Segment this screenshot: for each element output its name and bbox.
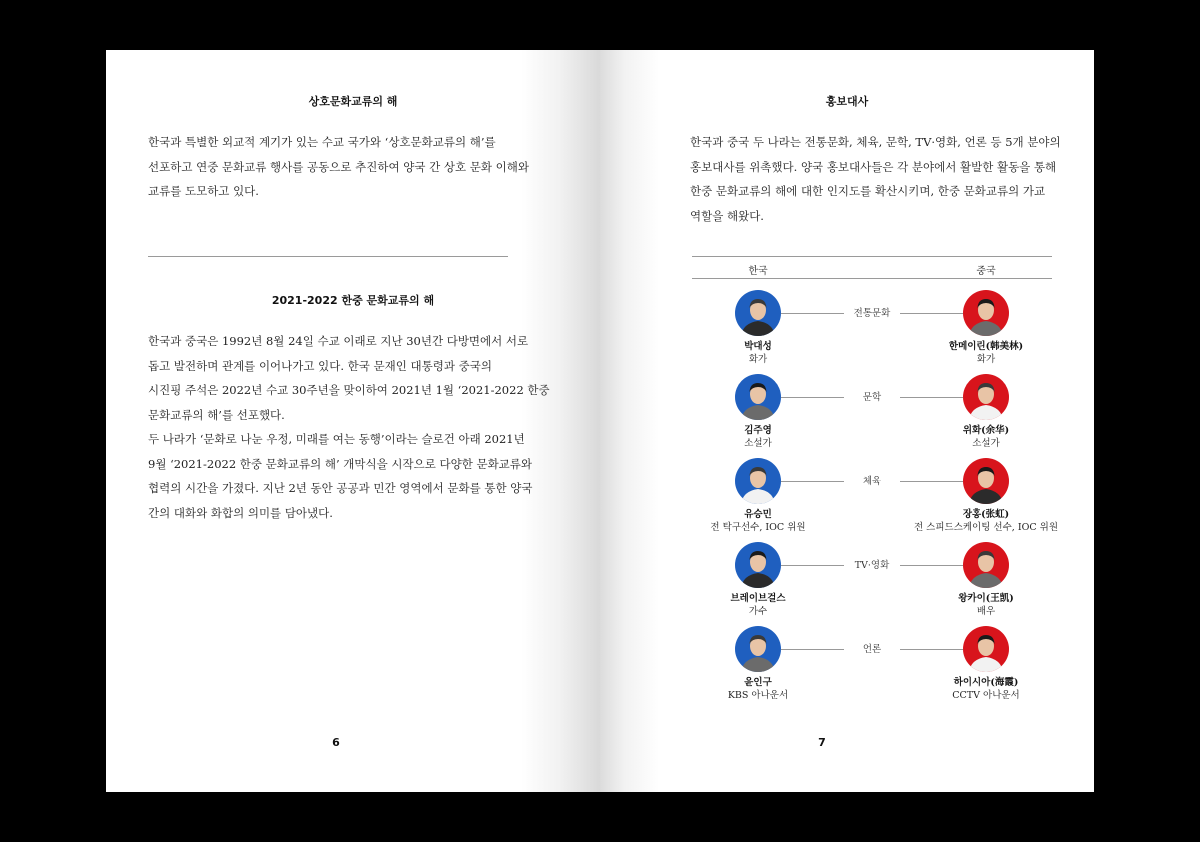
section-heading-ambassadors: 홍보대사 (825, 95, 869, 108)
korea-ambassador-role: 가수 (748, 606, 768, 617)
body-line: 교류를 도모하고 있다. (148, 184, 259, 198)
table-top-rule (692, 256, 1052, 257)
section-heading-korea-china-year: 2021-2022 한중 문화교류의 해 (271, 294, 435, 307)
china-ambassador-role: 배우 (976, 606, 996, 617)
right-page (600, 50, 1094, 792)
ambassador-row (692, 456, 1059, 536)
ambassador-row (692, 372, 1052, 452)
korea-ambassador-role: 화가 (748, 354, 768, 365)
page-number-right: 7 (818, 736, 826, 749)
ambassador-row (692, 288, 1052, 368)
korea-ambassador-name: 김주영 (744, 425, 772, 436)
section-body-korea-china-year (148, 329, 568, 525)
body-line: 문화교류의 해’를 선포했다. (148, 407, 285, 422)
korea-ambassador-role: 소설가 (744, 438, 772, 449)
body-line: 한국과 중국은 1992년 8월 24일 수교 이래로 지난 30년간 다방면에서 서로 (148, 334, 529, 348)
person-portrait-icon (735, 626, 781, 672)
person-portrait-icon (963, 542, 1009, 588)
section-heading-mutual-exchange: 상호문화교류의 해 (308, 95, 398, 108)
korea-ambassador-role: 전 탁구선수, IOC 위원 (710, 522, 806, 533)
korea-ambassador-name: 박대성 (744, 341, 772, 352)
person-portrait-icon (735, 458, 781, 504)
person-portrait-icon (735, 290, 781, 336)
korea-ambassador-role: KBS 아나운서 (727, 690, 789, 701)
section-body-ambassadors (690, 130, 1070, 228)
china-ambassador-name: 왕카이(王凯) (958, 593, 1014, 604)
china-ambassador-role: 전 스피드스케이팅 선수, IOC 위원 (913, 522, 1059, 533)
body-line: 한중 문화교류의 해에 대한 인지도를 확산시키며, 한중 문화교류의 가교 (690, 184, 1046, 198)
column-header-china: 중국 (976, 266, 996, 277)
body-line: 한국과 중국 두 나라는 전통문화, 체육, 문학, TV·영화, 언론 등 5개 분야의 (690, 135, 1061, 149)
body-line: 간의 대화와 화합의 의미를 담아냈다. (148, 505, 333, 520)
person-portrait-icon (735, 542, 781, 588)
china-ambassador-role: CCTV 아나운서 (952, 690, 1020, 701)
ambassador-row (692, 540, 1052, 620)
china-ambassador-name: 위화(余华) (962, 425, 1010, 436)
body-line: 두 나라가 ‘문화로 나눈 우정, 미래를 여는 동행’이라는 슬로건 아래 2021년 (148, 432, 525, 446)
table-header-rule (692, 278, 1052, 279)
field-label: 언론 (862, 644, 882, 655)
field-label: TV·영화 (854, 560, 890, 571)
person-portrait-icon (963, 374, 1009, 420)
field-label: 전통문화 (853, 308, 891, 319)
person-portrait-icon (963, 458, 1009, 504)
person-portrait-icon (963, 626, 1009, 672)
body-line: 9월 ‘2021-2022 한중 문화교류의 해’ 개막식을 시작으로 다양한 문화교류와 (148, 456, 533, 471)
body-line: 선포하고 연중 문화교류 행사를 공동으로 추진하여 양국 간 상호 문화 이해와 (148, 159, 529, 174)
china-ambassador-role: 소설가 (972, 438, 1000, 449)
field-label: 체육 (862, 476, 882, 487)
left-page (106, 50, 600, 792)
field-label: 문학 (862, 392, 882, 403)
body-line: 역할을 해왔다. (690, 208, 764, 223)
body-line: 홍보대사를 위촉했다. 양국 홍보대사들은 각 분야에서 활발한 활동을 통해 (690, 159, 1057, 174)
ambassador-row (692, 624, 1052, 704)
ambassador-table (692, 256, 1059, 716)
korea-ambassador-name: 윤인구 (744, 677, 772, 688)
china-ambassador-name: 장홍(张虹) (962, 509, 1010, 520)
china-ambassador-name: 하이시아(海霞) (953, 677, 1019, 688)
body-line: 협력의 시간을 가졌다. 지난 2년 동안 공공과 민간 영역에서 문화를 통한 양국 (148, 481, 533, 495)
person-portrait-icon (963, 290, 1009, 336)
body-line: 돕고 발전하며 관계를 이어나가고 있다. 한국 문재인 대통령과 중국의 (148, 358, 492, 373)
person-portrait-icon (735, 374, 781, 420)
korea-ambassador-name: 브레이브걸스 (730, 593, 786, 604)
korea-ambassador-name: 유승민 (744, 509, 772, 520)
page-number-left: 6 (332, 736, 340, 749)
body-line: 한국과 특별한 외교적 계기가 있는 수교 국가와 ‘상호문화교류의 해’를 (148, 135, 496, 149)
column-header-korea: 한국 (748, 266, 768, 277)
body-line: 시진핑 주석은 2022년 수교 30주년을 맞이하여 2021년 1월 ‘2021-2022 한중 (148, 383, 550, 397)
section-body-mutual-exchange (148, 130, 568, 204)
china-ambassador-role: 화가 (976, 354, 996, 365)
china-ambassador-name: 한메이린(韩美林) (948, 341, 1024, 352)
section-divider (148, 256, 508, 257)
